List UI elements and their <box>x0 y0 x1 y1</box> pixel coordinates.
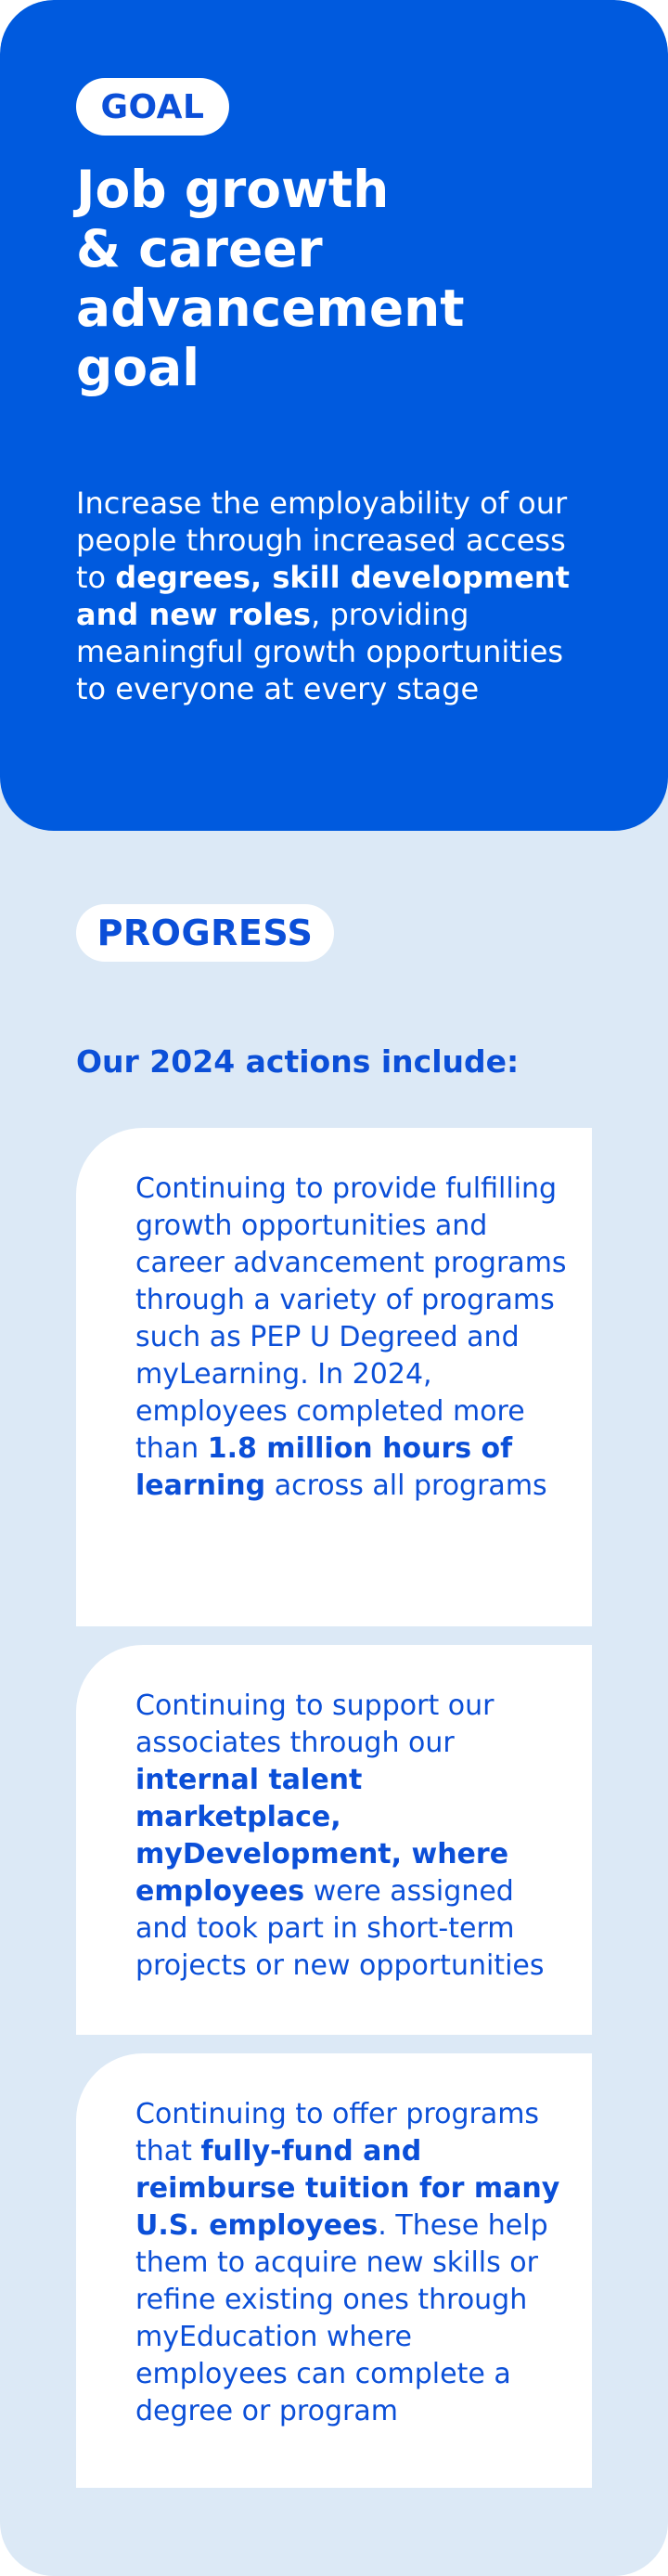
progress-badge: PROGRESS <box>76 904 334 962</box>
action-text-part: Continuing to support our associates through our <box>135 1689 495 1759</box>
goal-description-text: Increase the employability of our people through increased access to <box>76 485 568 595</box>
action-text <box>135 1171 572 1505</box>
action-highlight: 1.8 million hours of learning <box>135 1432 513 1502</box>
action-text <box>135 2096 572 2430</box>
goal-description-highlight: degrees, skill development and new roles <box>76 560 570 632</box>
goal-title <box>76 160 596 397</box>
actions-heading: Our 2024 actions include: <box>76 1043 520 1080</box>
goal-description <box>76 485 577 707</box>
goal-title-line: advancement <box>76 278 465 338</box>
action-card <box>76 1645 592 2035</box>
action-text-part: across all programs <box>265 1469 547 1502</box>
action-text-part: were assigned and took part in short-term projects or new opportunities <box>135 1875 545 1982</box>
action-text <box>135 1688 572 1985</box>
action-card <box>76 1128 592 1626</box>
goal-title-line: goal <box>76 338 200 397</box>
goal-title-line: & career <box>76 219 323 278</box>
action-highlight: fully-fund and reimburse tuition for many U.S. employees <box>135 2135 560 2242</box>
action-text-part: Continuing to offer programs that <box>135 2098 540 2168</box>
action-text-part: Continuing to provide fulfilling growth opportunities and career advancement programs through a variety of programs such as PEP U Degreed and myLearning. In 2024, employees completed more than <box>135 1172 567 1465</box>
action-card <box>76 2053 592 2488</box>
goal-title-line: Job growth <box>76 160 390 219</box>
goal-description-text: , providing meaningful growth opportunities to everyone at every stage <box>76 597 564 706</box>
goal-badge: GOAL <box>76 78 229 136</box>
action-highlight: internal talent marketplace, myDevelopment, where employees <box>135 1764 509 1908</box>
action-text-part: . These help them to acquire new skills or refine existing ones through myEducation where employees can complete a degree or program <box>135 2209 548 2427</box>
goal-panel <box>0 0 668 831</box>
